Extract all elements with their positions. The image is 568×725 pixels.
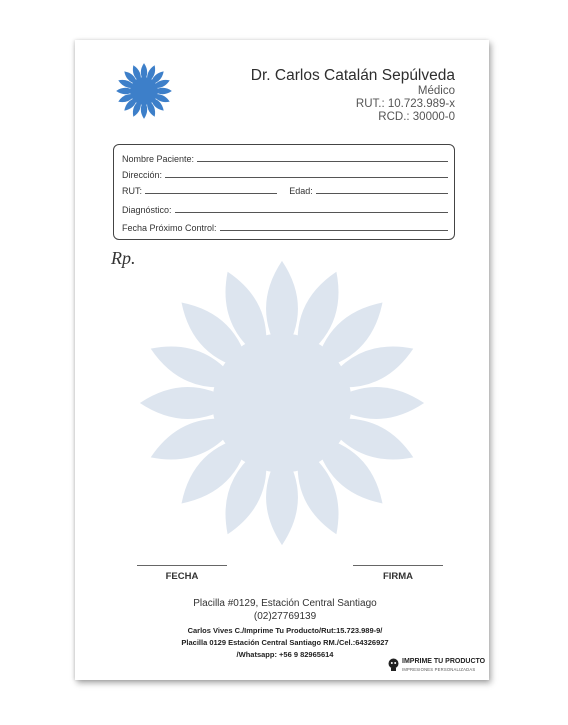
doctor-title: Médico (417, 85, 455, 97)
lightbulb-icon (387, 658, 400, 673)
rut-field[interactable] (145, 193, 277, 194)
printer-brand (387, 656, 487, 676)
footer-line-3: /Whatsapp: +56 9 82965614 (236, 650, 334, 659)
prescription-sheet (75, 40, 489, 680)
signature-label: FIRMA (382, 571, 414, 582)
age-field[interactable] (316, 193, 448, 194)
date-label: FECHA (165, 571, 199, 582)
signature-block (353, 565, 443, 582)
footer-line-1: Carlos Vives C./Imprime Tu Producto/Rut:15.723.989-9/ (187, 626, 383, 635)
address-row[interactable] (122, 166, 448, 180)
doctor-rcd: RCD.: 30000-0 (378, 111, 455, 123)
rut-age-row[interactable] (122, 182, 448, 196)
address-label: Dirección: (122, 170, 163, 180)
doctor-rut: RUT.: 10.723.989-x (355, 98, 455, 110)
footer-line-2: Placilla 0129 Estación Central Santiago RM./Cel.:64326927 (181, 638, 389, 647)
diagnosis-label: Diagnóstico: (122, 205, 172, 215)
sunflower-watermark-icon (137, 258, 427, 548)
footer (145, 597, 425, 661)
sunflower-logo-icon (115, 62, 173, 120)
brand-name: IMPRIME TU PRODUCTO (402, 658, 486, 665)
footer-address: Placilla #0129, Estación Central Santiago (193, 598, 377, 609)
patient-form (113, 144, 455, 240)
next-control-field[interactable] (220, 230, 448, 231)
rp-label: Rp. (111, 248, 136, 268)
patient-name-label: Nombre Paciente: (122, 154, 195, 164)
footer-phone: (02)27769139 (253, 611, 317, 622)
rut-label: RUT: (122, 186, 142, 196)
brand-tagline: IMPRESIONES PERSONALIZADAS (402, 667, 476, 672)
address-field[interactable] (165, 177, 448, 178)
diagnosis-field[interactable] (175, 212, 448, 213)
patient-name-row[interactable] (122, 150, 448, 164)
age-label: Edad: (289, 186, 313, 196)
diagnosis-row[interactable] (122, 201, 448, 215)
next-control-row[interactable] (122, 219, 448, 233)
doctor-header (251, 66, 455, 124)
date-signature (137, 565, 227, 582)
patient-name-field[interactable] (197, 161, 448, 162)
next-control-label: Fecha Próximo Control: (122, 223, 217, 233)
doctor-name: Dr. Carlos Catalán Sepúlveda (250, 67, 455, 84)
